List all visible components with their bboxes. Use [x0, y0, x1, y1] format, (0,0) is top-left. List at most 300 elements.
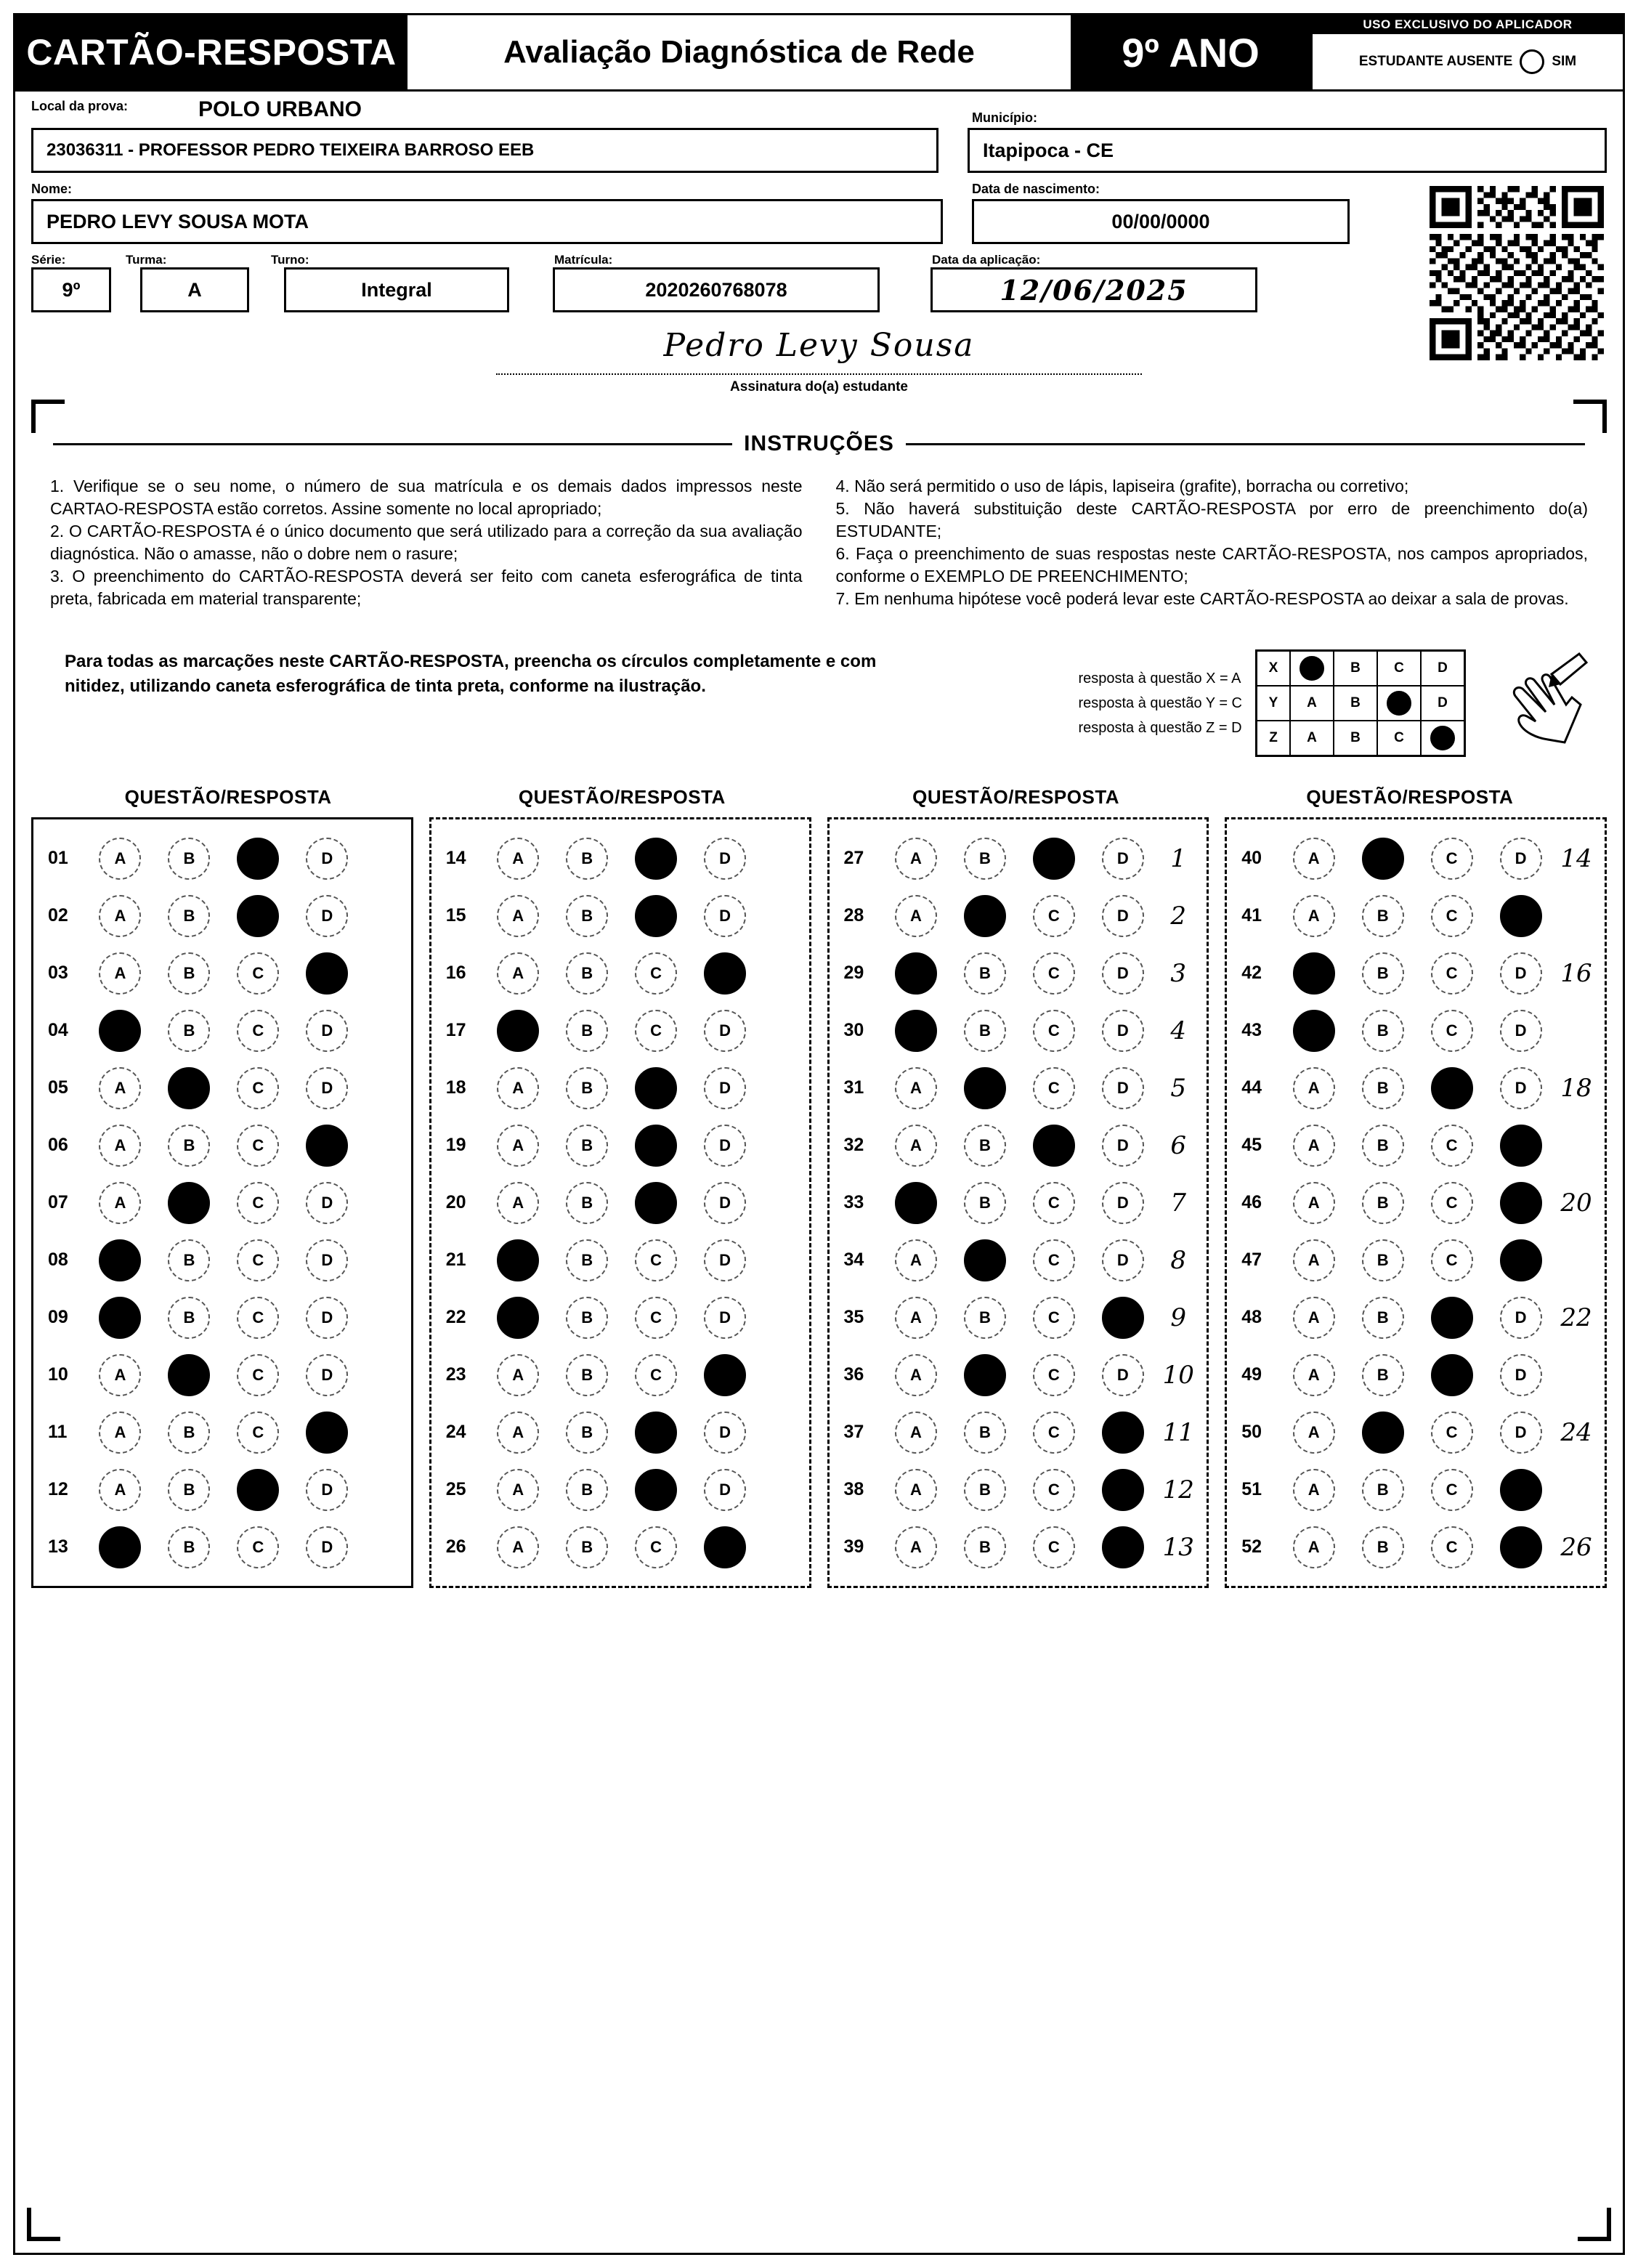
option-bubble-A[interactable]: A: [497, 1125, 539, 1167]
handwritten-note: 9: [1170, 1303, 1187, 1332]
question-row: [837, 1404, 1200, 1461]
option-bubble-A[interactable]: [99, 1010, 141, 1052]
option-bubble-A[interactable]: A: [895, 838, 937, 880]
option-bubble-C[interactable]: C: [237, 1297, 279, 1339]
option-bubble-A[interactable]: A: [895, 1125, 937, 1167]
answer-grid: [31, 817, 1607, 1588]
option-bubble-B[interactable]: B: [1362, 1297, 1404, 1339]
option-bubble-B[interactable]: B: [566, 895, 608, 937]
option-bubble-A[interactable]: A: [99, 952, 141, 995]
absent-bubble[interactable]: [1520, 49, 1544, 74]
option-bubble-B[interactable]: B: [1362, 1067, 1404, 1109]
option-bubble-A[interactable]: A: [497, 1469, 539, 1511]
option-bubble-A[interactable]: A: [99, 1125, 141, 1167]
option-bubble-C[interactable]: [1431, 1067, 1473, 1109]
option-bubble-B[interactable]: B: [964, 1526, 1006, 1568]
option-bubble-C[interactable]: C: [1033, 1010, 1075, 1052]
option-bubble-D[interactable]: [1102, 1469, 1144, 1511]
option-bubble-A[interactable]: A: [1293, 1125, 1335, 1167]
option-bubble-A[interactable]: A: [497, 838, 539, 880]
option-bubble-B[interactable]: B: [168, 1469, 210, 1511]
option-bubble-A[interactable]: [497, 1297, 539, 1339]
option-bubble-D[interactable]: D: [704, 1125, 746, 1167]
option-bubble-C[interactable]: [635, 1125, 677, 1167]
option-bubble-D[interactable]: [306, 1125, 348, 1167]
option-bubble-A[interactable]: A: [1293, 1182, 1335, 1224]
question-row: [837, 830, 1200, 887]
handwritten-note: 7: [1170, 1188, 1187, 1218]
option-bubble-B[interactable]: B: [566, 1067, 608, 1109]
option-bubble-D[interactable]: D: [1102, 838, 1144, 880]
option-bubble-C[interactable]: C: [237, 1412, 279, 1454]
option-bubble-C[interactable]: [635, 1067, 677, 1109]
option-bubble-C[interactable]: C: [635, 1010, 677, 1052]
option-bubble-C[interactable]: C: [1431, 1526, 1473, 1568]
option-bubble-B[interactable]: B: [566, 1010, 608, 1052]
option-bubble-C[interactable]: [1033, 838, 1075, 880]
option-bubble-B[interactable]: B: [964, 952, 1006, 995]
example-bubble: C: [1377, 721, 1421, 756]
option-bubble-B[interactable]: B: [566, 1526, 608, 1568]
option-bubble-C[interactable]: C: [635, 1526, 677, 1568]
option-bubble-B[interactable]: B: [964, 1469, 1006, 1511]
option-bubble-B[interactable]: B: [168, 1010, 210, 1052]
option-bubble-D[interactable]: [1500, 1125, 1542, 1167]
option-bubble-A[interactable]: A: [99, 1469, 141, 1511]
option-bubble-C[interactable]: [237, 838, 279, 880]
option-bubble-D[interactable]: [306, 952, 348, 995]
question-row: [439, 887, 802, 944]
local-value: POLO URBANO: [198, 97, 362, 121]
option-bubble-A[interactable]: A: [895, 1526, 937, 1568]
option-bubble-A[interactable]: A: [497, 952, 539, 995]
option-bubble-D[interactable]: D: [306, 1067, 348, 1109]
option-bubble-A[interactable]: A: [1293, 1354, 1335, 1396]
option-bubble-A[interactable]: A: [1293, 1239, 1335, 1281]
answer-column-header: QUESTÃO/RESPOSTA: [518, 786, 726, 809]
option-bubble-D[interactable]: D: [1500, 952, 1542, 995]
option-bubble-A[interactable]: A: [497, 1354, 539, 1396]
option-bubble-D[interactable]: D: [306, 1010, 348, 1052]
option-bubble-C[interactable]: C: [1431, 1010, 1473, 1052]
option-bubble-D[interactable]: D: [306, 895, 348, 937]
option-bubble-B[interactable]: B: [1362, 1469, 1404, 1511]
option-bubble-A[interactable]: A: [1293, 1526, 1335, 1568]
option-bubble-C[interactable]: C: [1033, 1412, 1075, 1454]
option-bubble-A[interactable]: A: [99, 1182, 141, 1224]
option-bubble-B[interactable]: B: [566, 1354, 608, 1396]
option-bubble-C[interactable]: C: [1033, 1526, 1075, 1568]
option-bubble-B[interactable]: B: [566, 952, 608, 995]
question-number: 06: [48, 1135, 68, 1156]
option-bubble-C[interactable]: C: [1033, 952, 1075, 995]
option-bubble-D[interactable]: D: [306, 1469, 348, 1511]
option-bubble-B[interactable]: B: [168, 952, 210, 995]
option-bubble-B[interactable]: B: [566, 1412, 608, 1454]
question-number: 24: [445, 1422, 466, 1443]
handwritten-note: 11: [1162, 1417, 1194, 1447]
matricula-field: 2020260768078: [553, 267, 880, 312]
signature-value: Pedro Levy Sousa: [663, 327, 975, 364]
option-bubble-A[interactable]: [895, 1182, 937, 1224]
option-bubble-C[interactable]: C: [1431, 1412, 1473, 1454]
handwritten-note: 18: [1560, 1073, 1592, 1103]
option-bubble-A[interactable]: A: [497, 1067, 539, 1109]
option-bubbles: [882, 1354, 1158, 1396]
option-bubble-D[interactable]: [306, 1412, 348, 1454]
signature-area: [31, 323, 1607, 392]
option-bubble-A[interactable]: [1293, 1010, 1335, 1052]
option-bubble-C[interactable]: C: [237, 1239, 279, 1281]
option-bubble-C[interactable]: C: [635, 1239, 677, 1281]
municipio-label: Município:: [972, 110, 1037, 125]
option-bubble-B[interactable]: B: [1362, 895, 1404, 937]
question-number: 17: [445, 1020, 466, 1041]
option-bubble-B[interactable]: B: [168, 838, 210, 880]
option-bubble-C[interactable]: C: [1431, 1469, 1473, 1511]
question-number: 40: [1241, 848, 1262, 869]
option-bubble-B[interactable]: B: [566, 838, 608, 880]
option-bubble-D[interactable]: D: [1102, 1182, 1144, 1224]
option-bubble-A[interactable]: A: [1293, 1469, 1335, 1511]
option-bubble-D[interactable]: D: [1102, 952, 1144, 995]
option-bubble-D[interactable]: D: [1102, 1125, 1144, 1167]
option-bubble-A[interactable]: A: [1293, 838, 1335, 880]
handwritten-note: 5: [1170, 1073, 1187, 1103]
option-bubble-B[interactable]: B: [168, 1297, 210, 1339]
question-number: 07: [48, 1192, 68, 1213]
question-number: 37: [843, 1422, 864, 1443]
option-bubble-B[interactable]: [964, 1239, 1006, 1281]
option-bubble-B[interactable]: B: [168, 1239, 210, 1281]
question-row: [1234, 1518, 1597, 1576]
option-bubbles: [1279, 952, 1555, 995]
local-label: Local da prova:: [31, 99, 129, 113]
instruction-item: 2. O CARTÃO-RESPOSTA é o único documento que será utilizado para a correção da sua avaliação diagnóstica. Não o amasse, não o dobre nem o rasure;: [50, 522, 803, 564]
question-row: [1234, 1231, 1597, 1289]
option-bubble-D[interactable]: [704, 1526, 746, 1568]
option-bubble-A[interactable]: A: [1293, 1412, 1335, 1454]
option-bubbles: [882, 895, 1158, 937]
option-bubble-B[interactable]: B: [1362, 1125, 1404, 1167]
question-row: [439, 1289, 802, 1346]
option-bubble-D[interactable]: D: [306, 1182, 348, 1224]
question-number: 12: [48, 1479, 68, 1500]
option-bubble-B[interactable]: B: [964, 1010, 1006, 1052]
option-bubble-B[interactable]: [168, 1354, 210, 1396]
handwritten-note: 13: [1162, 1532, 1194, 1562]
option-bubble-D[interactable]: D: [704, 1469, 746, 1511]
option-bubble-C[interactable]: C: [1431, 895, 1473, 937]
question-row: [41, 1404, 404, 1461]
option-bubbles: [86, 952, 362, 995]
question-row: [837, 1059, 1200, 1117]
option-bubble-A[interactable]: [99, 1526, 141, 1568]
question-row: [1234, 1002, 1597, 1059]
instructions-left-column: [50, 475, 803, 610]
example-bubble: [1421, 721, 1464, 756]
option-bubble-B[interactable]: B: [964, 1182, 1006, 1224]
option-bubble-D[interactable]: [1500, 1239, 1542, 1281]
option-bubble-D[interactable]: D: [306, 1354, 348, 1396]
handwritten-note: 8: [1170, 1245, 1187, 1275]
option-bubble-D[interactable]: D: [704, 1067, 746, 1109]
option-bubble-D[interactable]: [1102, 1412, 1144, 1454]
option-bubble-B[interactable]: B: [964, 1125, 1006, 1167]
signature-caption: Assinatura do(a) estudante: [730, 379, 908, 394]
option-bubble-B[interactable]: B: [566, 1182, 608, 1224]
option-bubble-D[interactable]: D: [704, 895, 746, 937]
question-row: [1234, 1289, 1597, 1346]
question-row: [1234, 1461, 1597, 1518]
option-bubble-C[interactable]: C: [1033, 1239, 1075, 1281]
option-bubble-C[interactable]: C: [237, 1354, 279, 1396]
option-bubble-D[interactable]: [1500, 1469, 1542, 1511]
option-bubble-D[interactable]: D: [704, 1239, 746, 1281]
option-bubble-D[interactable]: D: [704, 1010, 746, 1052]
option-bubble-B[interactable]: B: [566, 1125, 608, 1167]
option-bubble-C[interactable]: C: [237, 1182, 279, 1224]
option-bubble-D[interactable]: [1102, 1297, 1144, 1339]
option-bubble-C[interactable]: C: [1431, 838, 1473, 880]
option-bubbles: [1279, 895, 1555, 937]
option-bubble-A[interactable]: A: [99, 838, 141, 880]
option-bubble-C[interactable]: C: [1431, 1182, 1473, 1224]
option-bubble-C[interactable]: C: [1033, 1354, 1075, 1396]
option-bubble-B[interactable]: [168, 1182, 210, 1224]
option-bubble-C[interactable]: C: [237, 1067, 279, 1109]
fill-instruction-text: Para todas as marcações neste CARTÃO-RESPOSTA, preencha os círculos completamente e com nitidez, utilizando caneta esferográfica de tinta preta, conforme na ilustração.: [65, 652, 877, 696]
handwritten-note: 20: [1560, 1188, 1592, 1218]
option-bubble-C[interactable]: [1431, 1297, 1473, 1339]
option-bubble-D[interactable]: D: [1500, 1067, 1542, 1109]
option-bubble-B[interactable]: B: [964, 838, 1006, 880]
option-bubbles: [484, 1125, 760, 1167]
option-bubble-B[interactable]: B: [1362, 1182, 1404, 1224]
option-bubble-D[interactable]: D: [306, 1239, 348, 1281]
option-bubble-C[interactable]: [635, 838, 677, 880]
option-bubble-A[interactable]: A: [497, 895, 539, 937]
option-bubble-B[interactable]: B: [1362, 952, 1404, 995]
question-row: [837, 1174, 1200, 1231]
option-bubble-A[interactable]: A: [895, 1067, 937, 1109]
option-bubble-B[interactable]: [964, 1354, 1006, 1396]
option-bubbles: [1279, 1526, 1555, 1568]
option-bubble-D[interactable]: D: [1500, 1354, 1542, 1396]
option-bubble-C[interactable]: [635, 1182, 677, 1224]
question-row: [41, 944, 404, 1002]
option-bubble-A[interactable]: A: [99, 1412, 141, 1454]
option-bubble-D[interactable]: D: [704, 1297, 746, 1339]
question-number: 35: [843, 1307, 864, 1328]
option-bubble-B[interactable]: B: [964, 1297, 1006, 1339]
option-bubble-A[interactable]: A: [1293, 1297, 1335, 1339]
option-bubble-A[interactable]: A: [497, 1182, 539, 1224]
question-number: 10: [48, 1364, 68, 1385]
option-bubble-D[interactable]: D: [1500, 838, 1542, 880]
signature-line: [496, 373, 1142, 375]
instructions-block: [31, 400, 1607, 757]
option-bubble-B[interactable]: [1362, 1412, 1404, 1454]
question-number: 18: [445, 1077, 466, 1098]
option-bubble-A[interactable]: [1293, 952, 1335, 995]
option-bubble-A[interactable]: [895, 952, 937, 995]
answer-column-header: QUESTÃO/RESPOSTA: [1306, 786, 1514, 809]
option-bubble-B[interactable]: B: [1362, 1354, 1404, 1396]
option-bubble-C[interactable]: C: [237, 1526, 279, 1568]
option-bubble-D[interactable]: [1500, 1182, 1542, 1224]
handwritten-note: 6: [1170, 1130, 1187, 1160]
option-bubble-D[interactable]: D: [1102, 1010, 1144, 1052]
question-row: [439, 1461, 802, 1518]
option-bubble-A[interactable]: [895, 1010, 937, 1052]
option-bubble-A[interactable]: A: [895, 1297, 937, 1339]
option-bubbles: [484, 1412, 760, 1454]
option-bubble-A[interactable]: A: [99, 895, 141, 937]
question-row: [837, 1289, 1200, 1346]
option-bubble-A[interactable]: A: [497, 1412, 539, 1454]
question-row: [1234, 944, 1597, 1002]
question-row: [41, 1518, 404, 1576]
option-bubble-A[interactable]: [99, 1297, 141, 1339]
answer-sheet: [13, 13, 1625, 2255]
option-bubble-C[interactable]: C: [635, 1354, 677, 1396]
option-bubble-A[interactable]: A: [497, 1526, 539, 1568]
option-bubble-C[interactable]: [635, 1412, 677, 1454]
option-bubble-A[interactable]: [99, 1239, 141, 1281]
option-bubble-C[interactable]: [237, 1469, 279, 1511]
option-bubble-B[interactable]: B: [964, 1412, 1006, 1454]
question-number: 29: [843, 963, 864, 984]
option-bubble-B[interactable]: B: [168, 895, 210, 937]
applicator-label: USO EXCLUSIVO DO APLICADOR: [1313, 15, 1623, 34]
option-bubble-D[interactable]: D: [1500, 1297, 1542, 1339]
header: [15, 15, 1623, 92]
option-bubble-D[interactable]: D: [1102, 1354, 1144, 1396]
option-bubble-D[interactable]: [704, 1354, 746, 1396]
option-bubble-A[interactable]: A: [895, 895, 937, 937]
option-bubbles: [882, 952, 1158, 995]
option-bubble-D[interactable]: D: [1102, 1067, 1144, 1109]
option-bubble-C[interactable]: C: [635, 1297, 677, 1339]
option-bubble-D[interactable]: D: [704, 1412, 746, 1454]
question-number: 39: [843, 1536, 864, 1558]
question-row: [41, 830, 404, 887]
option-bubble-D[interactable]: D: [306, 838, 348, 880]
option-bubble-C[interactable]: C: [1033, 1297, 1075, 1339]
option-bubble-C[interactable]: [1033, 1125, 1075, 1167]
aplicacao-label: Data da aplicação:: [932, 253, 1041, 267]
option-bubble-D[interactable]: D: [1500, 1010, 1542, 1052]
option-bubble-D[interactable]: D: [1102, 895, 1144, 937]
question-number: 01: [48, 848, 68, 869]
option-bubble-D[interactable]: [1500, 895, 1542, 937]
option-bubble-B[interactable]: [964, 1067, 1006, 1109]
question-row: [837, 1518, 1200, 1576]
option-bubble-B[interactable]: B: [566, 1239, 608, 1281]
option-bubble-B[interactable]: B: [1362, 1010, 1404, 1052]
option-bubble-B[interactable]: B: [1362, 1526, 1404, 1568]
option-bubble-A[interactable]: A: [1293, 895, 1335, 937]
handwritten-note: 1: [1170, 843, 1187, 873]
option-bubble-A[interactable]: A: [895, 1239, 937, 1281]
option-bubble-A[interactable]: A: [1293, 1067, 1335, 1109]
option-bubble-C[interactable]: C: [237, 952, 279, 995]
option-bubble-C[interactable]: [635, 895, 677, 937]
question-row: [1234, 1346, 1597, 1404]
option-bubble-B[interactable]: [964, 895, 1006, 937]
option-bubble-C[interactable]: C: [1033, 1469, 1075, 1511]
question-row: [439, 1117, 802, 1174]
student-name-field: PEDRO LEVY SOUSA MOTA: [31, 199, 943, 244]
option-bubble-A[interactable]: A: [895, 1354, 937, 1396]
question-number: 14: [445, 848, 466, 869]
option-bubble-C[interactable]: [635, 1469, 677, 1511]
example-bubble: D: [1421, 651, 1464, 686]
option-bubble-B[interactable]: B: [566, 1469, 608, 1511]
option-bubble-D[interactable]: D: [1102, 1239, 1144, 1281]
option-bubble-D[interactable]: [704, 952, 746, 995]
option-bubble-C[interactable]: C: [635, 952, 677, 995]
question-number: 05: [48, 1077, 68, 1098]
option-bubble-A[interactable]: [497, 1010, 539, 1052]
option-bubble-D[interactable]: D: [306, 1526, 348, 1568]
answer-column-3: [827, 817, 1209, 1588]
option-bubble-B[interactable]: B: [168, 1526, 210, 1568]
option-bubble-C[interactable]: C: [1033, 1182, 1075, 1224]
option-bubble-C[interactable]: C: [1033, 895, 1075, 937]
option-bubble-B[interactable]: [1362, 838, 1404, 880]
option-bubble-D[interactable]: D: [704, 838, 746, 880]
option-bubble-D[interactable]: D: [1500, 1412, 1542, 1454]
option-bubble-B[interactable]: B: [168, 1412, 210, 1454]
question-row: [439, 1404, 802, 1461]
option-bubble-B[interactable]: B: [168, 1125, 210, 1167]
option-bubble-D[interactable]: [1500, 1526, 1542, 1568]
option-bubble-C[interactable]: C: [1431, 1125, 1473, 1167]
option-bubble-A[interactable]: A: [99, 1354, 141, 1396]
option-bubbles: [1279, 1297, 1555, 1339]
question-number: 50: [1241, 1422, 1262, 1443]
handwritten-note: 24: [1560, 1417, 1592, 1447]
option-bubble-D[interactable]: D: [704, 1182, 746, 1224]
option-bubble-A[interactable]: A: [895, 1412, 937, 1454]
option-bubble-A[interactable]: A: [99, 1067, 141, 1109]
option-bubble-A[interactable]: A: [895, 1469, 937, 1511]
option-bubble-B[interactable]: B: [566, 1297, 608, 1339]
option-bubble-A[interactable]: [497, 1239, 539, 1281]
option-bubbles: [1279, 1354, 1555, 1396]
option-bubble-C[interactable]: C: [237, 1010, 279, 1052]
example-bubble: A: [1290, 721, 1334, 756]
option-bubble-C[interactable]: [237, 895, 279, 937]
option-bubble-C[interactable]: C: [1431, 1239, 1473, 1281]
option-bubble-D[interactable]: [1102, 1526, 1144, 1568]
option-bubble-C[interactable]: C: [237, 1125, 279, 1167]
serie-label: Série:: [31, 253, 66, 267]
option-bubble-D[interactable]: D: [306, 1297, 348, 1339]
option-bubbles: [1279, 1182, 1555, 1224]
option-bubble-C[interactable]: [1431, 1354, 1473, 1396]
option-bubble-B[interactable]: [168, 1067, 210, 1109]
question-row: [1234, 1174, 1597, 1231]
option-bubbles: [1279, 1239, 1555, 1281]
turma-field: A: [140, 267, 249, 312]
option-bubble-B[interactable]: B: [1362, 1239, 1404, 1281]
option-bubble-C[interactable]: C: [1033, 1067, 1075, 1109]
option-bubble-C[interactable]: C: [1431, 952, 1473, 995]
question-number: 26: [445, 1536, 466, 1558]
